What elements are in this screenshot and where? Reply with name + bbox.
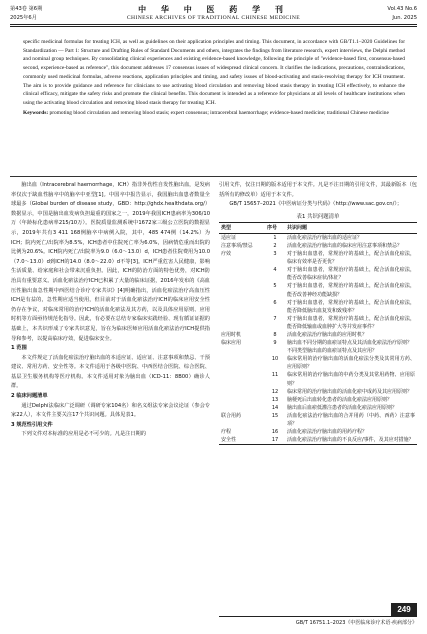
header-center [10,4,417,22]
table-cell-question: 对于脑出血患者，常规治疗的基础上，配合活血化瘀法，能否改善临床症状/体征？ [287,267,415,282]
header-date: 2025年6月 [10,15,37,21]
table-cell-question: 活血化瘀法治疗脑出血的临床应用注意事项和禁忌？ [287,242,403,249]
section-2-body: 通过Delphi法临床广泛调研（调研专家104名）和名义组法专家会议论证（参会专家22人），本文件主要关注17个共识问题。具体见表1。 [11,402,210,419]
table-cell-question: 活血化瘀法治疗脑出血的用药疗程？ [287,429,368,436]
table-cell-question: 临床常用的治疗脑出血的活血化瘀中成药及其应用原则？ [287,388,413,395]
table-cell-number: 14 [271,404,279,411]
keywords-line [23,109,405,118]
table-body [219,233,417,444]
table-cell-type: 疗效 [221,251,232,258]
intro-paragraph: 脑出血（Intracerebral haemorrhage，ICH）指非外伤性自发性脑出血，是发病率仅次于缺血性脑卒中的脑卒中亚型[1]。中国卒中报告显示，我国脑出血患者数量全球最多（Global burden of disease study，GBD：http://ghdx.healthdata.org/）数据显示，中国是脑出血发病负担最重的国家之一，2019年我国ICH患病率为306/10万（年龄标化患病率215/10万）。医院质量监测系统中1672家三级公立医院的数据显示，2019年共有3 411 168例脑卒中病例入院，其中，485 474例（14.2%）为ICH；院内死亡/出院率为8.5%，ICH患者中住院死亡率为6.0%，因病情危重而出院的比例为20.6%。ICH院内死亡/出院率为9.0（6.0～13.0）d，ICH患者住院费用为10.0（7.0～13.0）d到ICH的14.0（8.0～22.0）d不等[3]。ICH严重危害人民健康，影响生活质量、给家庭和社会带来沉重负担。因此，ICH的防治方面的特色优势，对ICH防治具有重要意义。活血化瘀法治疗ICH已积累了大量的临床证据，2016年发布的《高血压性脑出血急性期中西医结合诊疗专家共识》[4]明确指出，活血化瘀法治疗高血压性ICH是有益的，急性期应适当使用，但目前对于活血化瘀法治疗ICH的临床应用安全性仍存在争议，对临床常用的治疗ICH的活血化瘀法及其方药，以及具体应用原则、应用时机等方面亟待规范化指导。因此，有必要在总结专家临床实践经验、现有循证证据的基础上，本共识形成了专家共识意见，旨在为临床医师应用活血化瘀法治疗ICH提供指导和参考，以提高临床疗效，促进临床安全。 [11,182,211,342]
reference-standard: GB/T 15657–2021《中医病证分类与代码》（http://www.sac.gov.cn/）； [229,201,403,208]
section-3-body: 下列文件对本标准的应用是必不可少的。凡是注日期的 [21,431,146,438]
table-row [219,428,417,436]
table-row [219,242,417,250]
table-row [219,315,417,331]
table-cell-question: 活血化瘀法治疗脑出血的应用时机？ [287,332,368,338]
table-cell-number: 15 [271,412,279,419]
section-1-title: 1 范围 [11,345,27,352]
table-cell-number: 8 [273,332,277,338]
table-header-row [219,222,417,233]
table-row [219,404,417,412]
table-row [219,388,417,396]
table-row [219,339,417,347]
header-rule [10,24,417,25]
table-row [219,331,417,339]
table-cell-type: 应用时机 [221,332,242,338]
page-number: 249 [391,603,417,617]
table-cell-number: 5 [273,283,277,290]
table-row [219,250,417,266]
table-row [219,371,417,387]
table-cell-number: 17 [265,436,285,445]
table-cell-type: 安全性 [219,436,265,445]
table-row [219,233,417,242]
table-header-cell: 序号 [265,222,285,233]
footer-reference: GB/T 16751.1–2023《中医临床诊疗术语·疾病部分》 [295,620,417,626]
table-cell-type: 联合用药 [221,412,242,419]
table-cell-number: 12 [271,388,279,395]
reference-paragraph: 引用文件，仅注日期的版本适用于本文件。凡是不注日期的引用文件，其最新版本（包括所有的修改单）适用于本文件。 [219,182,417,198]
section-2-title: 2 临床问题清单 [11,393,48,400]
table-cell-number: 7 [273,315,277,322]
keywords-text: promoting blood circulation and removing blood stasis; expert consensus; intracerebral haemorrhage; evidence-based medicine; traditional Chinese medicine [49,109,389,116]
section-1-body: 本文件规定了活血化瘀法治疗脑出血的本适应证、适应证、注意事项和禁忌、干预建议、常用方药、安全性等。本文件适用于各级中医院、中西医结合医院、综合医院、基层卫生服务机构等医疗机构。本文件适用对象为脑出血（ICD-11：8B00）确诊人群。 [11,354,210,390]
table-row [219,355,417,371]
table-row [219,347,417,355]
table-cell-question: 对于脑出血患者，常规治疗的基础上，配合活血化瘀法，能否降低输血或血肿扩大等并发症事件？ [287,315,415,330]
table-cell-type: 适应证 [221,234,237,241]
table-cell-number: 16 [271,429,279,436]
table-cell-number: 9 [273,340,277,347]
table-cell-type: 注意事项/禁忌 [221,242,253,249]
consensus-table [219,222,417,446]
table-row [219,436,417,445]
table-cell-type [219,266,265,282]
table-cell-type [219,299,265,315]
table-cell-question: 不同类型脑出血的血瘀证特点及其应用？ [287,348,378,355]
table-cell-type [219,388,265,396]
table-cell-question: 脑出血不同分期的血瘀证特点及其活血化瘀法治疗原则？ [287,340,413,347]
table-cell-question: 对于脑出血患者，常规治疗的基础上，配合活血化瘀法，能否降低脑出血复发和致残率？ [287,299,415,314]
keywords-label: Keywords: [23,109,49,116]
header-rule-thin [10,26,417,27]
table-cell-type: 临床应用 [221,340,242,347]
table-cell-number: 1 [273,234,277,241]
table-cell-number: 3 [273,251,277,258]
table-cell-question: 脑梗死后出血转化患者的活血化瘀法应用原则？ [287,396,393,403]
table-cell-question: 临床常用的治疗脑出血的活血化瘀法分类及其常用方药、应用原则？ [287,356,415,371]
header-volume-en: Vol.43 No.6 [387,6,417,12]
table-cell-number [265,347,285,355]
table-row [219,266,417,282]
table-cell-type [219,355,265,371]
table-cell-type [219,347,265,355]
table-header-cell: 类型 [219,222,265,233]
section-3-title: 3 规范性引用文件 [11,421,53,428]
table-cell-question: 临床常用的治疗脑出血的中药分类及其常用药物、应用原则？ [287,372,415,387]
table-cell-type [219,315,265,331]
table-row [219,282,417,298]
abstract-text: specific medicinal formulas for treating ICH, as well as guidelines on their application principles and timing. This document, in accordance with GB/T1.1–2020 Guidelines for Standardization — Part 1: Structure and Drafting Rules of Standard Documents and others, integrates the findings from literature research, expert interviews, the Delphi method and nominal group techniques. By consolidating clinical experiences and existing evidence-based knowledge, following the principle of "evidence-based first, consensus-based second, experience-based as reference", this document addresses 17 consensus issues of widespread clinical concern. It clarifies the indications, precautions, contraindications, commonly used medicinal formulas, adverse reactions, application principles and timing, and safety issues of blood-activating and stasis-resolving therapy for ICH treatment. The aim is to provide guidance and reference for clinicians to use activating blood circulation and removing blood stasis therapy in treating ICH effectively, to enhance the clinical efficacy, mitigate the safety risks and promote the clinical benefits. This document is intended as a reference for physicians at all levels of healthcare institutions when using the activating blood circulation and removing blood stasis therapy for treating ICH. [23,39,405,106]
left-column [11,181,210,440]
table-cell-question: 活血化瘀法治疗脑出血的不良反应/事件，及其应对措施？ [285,436,417,445]
table-cell-number: 13 [271,396,279,403]
table-cell-number: 10 [271,356,279,363]
abstract-rule [10,176,417,177]
table-cell-number: 11 [271,372,279,379]
table-cell-number: 4 [273,267,277,274]
table-row [219,412,417,428]
table-cell-type [219,404,265,412]
header-date-en: Jun. 2025 [392,15,417,21]
table-cell-question: 对于脑出血患者，常规治疗的基础上，配合活血化瘀法，临床有效率是否更优？ [287,251,415,266]
journal-title-cn: 中 华 中 医 药 学 刊 [138,4,289,14]
table-cell-type [219,396,265,404]
right-column [219,181,417,445]
footer-rule [219,616,417,617]
running-header [10,4,417,24]
table-cell-question: 活血化瘀法治疗脑出血的合并用药（中药、西药）注意事项？ [287,412,415,428]
table-row [219,299,417,315]
table-cell-question: 脑出血后血瘀低灌注患者的活血化瘀法应用原则？ [287,404,398,411]
table-cell-type [219,371,265,387]
journal-title-en: CHINESE ARCHIVES OF TRADITIONAL CHINESE MEDICINE [126,15,301,21]
table-title: 表1 共识问题清单 [296,213,340,220]
header-right [387,5,417,23]
table-cell-question: 对于脑出血患者，常规治疗的基础上，配合活血化瘀法，能否改善神经功能缺损？ [287,283,415,298]
table-cell-type [219,282,265,298]
english-abstract [23,38,405,117]
header-volume: 第43卷 第6期 [10,6,43,12]
table-header-cell: 共识问题 [285,222,417,233]
table-cell-number: 6 [273,299,277,306]
table-cell-type: 疗程 [221,429,232,436]
table-cell-number: 2 [273,242,277,249]
table-row [219,396,417,404]
table-cell-question: 活血化瘀法治疗脑出血的适应证？ [287,234,363,241]
